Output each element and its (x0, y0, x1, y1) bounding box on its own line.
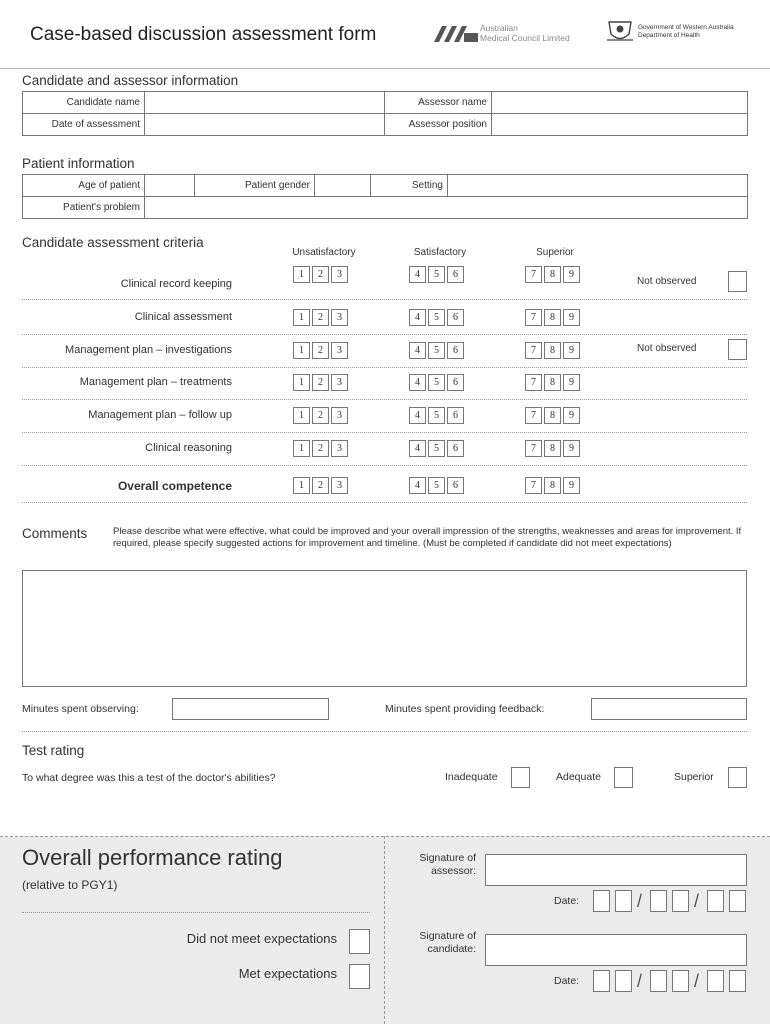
rating-box[interactable]: 6 (447, 374, 464, 391)
rating-box[interactable]: 9 (563, 342, 580, 359)
signature-assessor-label: Signature of assessor: (419, 852, 476, 877)
rating-box[interactable]: 5 (428, 342, 445, 359)
rating-box[interactable]: 3 (331, 342, 348, 359)
adequate-label: Adequate (556, 771, 601, 783)
criteria-label: Clinical assessment (134, 311, 232, 323)
signature-assessor-field[interactable] (485, 854, 747, 886)
overall-panel-divider (384, 836, 385, 1024)
rating-group (293, 407, 350, 424)
header-divider (0, 68, 770, 69)
date-digit-box[interactable] (615, 890, 632, 912)
rating-box[interactable]: 2 (312, 407, 329, 424)
row-divider (22, 299, 747, 300)
rating-box[interactable]: 7 (525, 374, 542, 391)
not-observed-label-2: Not observed (637, 343, 697, 354)
row-divider (22, 502, 747, 503)
rating-group (293, 440, 350, 457)
date-of-assessment-field[interactable] (145, 114, 385, 136)
rating-box[interactable]: 3 (331, 477, 348, 494)
rating-box[interactable]: 1 (293, 407, 310, 424)
met-expectations-label: Met expectations (238, 966, 337, 981)
rating-box[interactable]: 5 (428, 407, 445, 424)
rating-group (409, 477, 466, 494)
not-observed-checkbox-investigations[interactable] (728, 339, 747, 360)
criteria-label: Management plan – follow up (88, 409, 232, 421)
superior-label: Superior (674, 771, 714, 783)
setting-field[interactable] (448, 175, 748, 197)
overall-divider (22, 912, 370, 913)
age-of-patient-field[interactable] (145, 175, 195, 197)
not-observed-checkbox-record-keeping[interactable] (728, 271, 747, 292)
date-digit-box[interactable] (707, 890, 724, 912)
date-digit-box[interactable] (729, 970, 746, 992)
met-expectations-checkbox[interactable] (349, 964, 370, 989)
rating-box[interactable]: 8 (544, 266, 561, 283)
rating-box[interactable]: 5 (428, 440, 445, 457)
rating-box[interactable]: 5 (428, 266, 445, 283)
rating-box[interactable]: 9 (563, 266, 580, 283)
rating-box[interactable]: 1 (293, 440, 310, 457)
rating-box[interactable]: 3 (331, 407, 348, 424)
rating-group (525, 407, 582, 424)
rating-box[interactable]: 2 (312, 440, 329, 457)
rating-box[interactable]: 8 (544, 374, 561, 391)
rating-box[interactable]: 6 (447, 477, 464, 494)
rating-box[interactable]: 5 (428, 374, 445, 391)
satisfactory-header: Satisfactory (413, 247, 467, 258)
date-digit-box[interactable] (707, 970, 724, 992)
rating-group (409, 374, 466, 391)
rating-box[interactable]: 7 (525, 477, 542, 494)
rating-box[interactable]: 7 (525, 266, 542, 283)
rating-box[interactable]: 4 (409, 407, 426, 424)
adequate-checkbox[interactable] (614, 767, 633, 788)
rating-box[interactable]: 1 (293, 342, 310, 359)
rating-group (293, 374, 350, 391)
rating-box[interactable]: 2 (312, 477, 329, 494)
criteria-label: Clinical record keeping (120, 278, 232, 290)
rating-box[interactable]: 6 (447, 266, 464, 283)
row-divider (22, 399, 747, 400)
amc-logo-icon (434, 24, 478, 44)
rating-box[interactable]: 9 (563, 309, 580, 326)
rating-group (293, 342, 350, 359)
date-label-assessor: Date: (554, 895, 580, 907)
rating-box[interactable]: 7 (525, 440, 542, 457)
rating-box[interactable]: 1 (293, 374, 310, 391)
patient-problem-field[interactable] (145, 197, 748, 219)
rating-box[interactable]: 8 (544, 477, 561, 494)
rating-box[interactable]: 6 (447, 342, 464, 359)
rating-box[interactable]: 2 (312, 309, 329, 326)
row-divider (22, 432, 747, 433)
date-digit-box[interactable] (650, 890, 667, 912)
patient-section-title: Patient information (22, 156, 135, 171)
rating-box[interactable]: 7 (525, 407, 542, 424)
rating-group (525, 309, 582, 326)
rating-box[interactable]: 7 (525, 342, 542, 359)
overall-title: Overall performance rating (22, 845, 283, 870)
rating-box[interactable]: 9 (563, 440, 580, 457)
criteria-label: Overall competence (117, 479, 232, 493)
date-digit-box[interactable] (615, 970, 632, 992)
amc-name: Australian Medical Council Limited (480, 23, 570, 43)
assessor-position-field[interactable] (492, 114, 748, 136)
date-digit-box[interactable] (672, 890, 689, 912)
criteria-section-title: Candidate assessment criteria (22, 235, 204, 250)
rating-group (525, 266, 582, 283)
rating-box[interactable]: 5 (428, 477, 445, 494)
rating-box[interactable]: 2 (312, 266, 329, 283)
overall-subtitle: (relative to PGY1) (22, 878, 118, 892)
rating-group (525, 374, 582, 391)
rating-box[interactable]: 2 (312, 374, 329, 391)
divider (22, 731, 747, 732)
age-of-patient-label: Age of patient (23, 175, 145, 197)
date-separator: / (694, 891, 700, 911)
unsatisfactory-header: Unsatisfactory (292, 247, 356, 258)
rating-box[interactable]: 8 (544, 342, 561, 359)
row-divider (22, 367, 747, 368)
superior-header: Superior (536, 247, 574, 258)
rating-box[interactable]: 8 (544, 440, 561, 457)
rating-box[interactable]: 4 (409, 309, 426, 326)
signature-candidate-field[interactable] (485, 934, 747, 966)
rating-group (409, 440, 466, 457)
minutes-observing-field[interactable] (172, 698, 329, 720)
rating-box[interactable]: 9 (563, 374, 580, 391)
rating-group (409, 342, 466, 359)
rating-group (293, 477, 350, 494)
form-title: Case-based discussion assessment form (30, 24, 377, 45)
patient-problem-label: Patient's problem (23, 197, 145, 219)
date-separator: / (637, 971, 643, 991)
rating-box[interactable]: 6 (447, 309, 464, 326)
rating-box[interactable]: 4 (409, 477, 426, 494)
rating-box[interactable]: 9 (563, 477, 580, 494)
date-digit-box[interactable] (650, 970, 667, 992)
rating-box[interactable]: 5 (428, 309, 445, 326)
rating-group (293, 266, 350, 283)
rating-group (525, 477, 582, 494)
superior-checkbox[interactable] (728, 767, 747, 788)
did-not-meet-label: Did not meet expectations (186, 931, 337, 946)
row-divider (22, 465, 747, 466)
rating-group (525, 440, 582, 457)
minutes-observing-label: Minutes spent observing: (22, 703, 139, 715)
rating-box[interactable]: 8 (544, 309, 561, 326)
rating-group (525, 342, 582, 359)
rating-box[interactable]: 7 (525, 309, 542, 326)
minutes-feedback-field[interactable] (591, 698, 747, 720)
date-digit-box[interactable] (729, 890, 746, 912)
comments-instructions: Please describe what were effective, what could be improved and your overall impression of the strengths, weaknesses and areas for improvement. If required, please specify suggested actions for improvement and timeline. (Must be completed if candidate did not meet expectations) (113, 526, 742, 549)
test-rating-question: To what degree was this a test of the doctor's abilities? (22, 772, 276, 784)
rating-box[interactable]: 3 (331, 266, 348, 283)
setting-label: Setting (371, 175, 448, 197)
date-digit-box[interactable] (593, 970, 610, 992)
comments-title: Comments (22, 526, 88, 541)
date-label-candidate: Date: (554, 975, 580, 987)
criteria-label: Clinical reasoning (145, 442, 232, 454)
rating-box[interactable]: 1 (293, 266, 310, 283)
wa-government-name: Government of Western Australia Department of Health (638, 24, 734, 39)
rating-box[interactable]: 8 (544, 407, 561, 424)
date-separator: / (637, 891, 643, 911)
did-not-meet-checkbox[interactable] (349, 929, 370, 954)
patient-gender-label: Patient gender (195, 175, 315, 197)
patient-info-table (22, 174, 748, 219)
candidate-name-label: Candidate name (23, 92, 145, 114)
rating-box[interactable]: 3 (331, 440, 348, 457)
comments-textarea[interactable] (22, 570, 747, 687)
rating-box[interactable]: 4 (409, 266, 426, 283)
rating-box[interactable]: 4 (409, 440, 426, 457)
criteria-label: Management plan – investigations (65, 344, 232, 356)
date-digit-box[interactable] (672, 970, 689, 992)
date-of-assessment-label: Date of assessment (23, 114, 145, 136)
rating-box[interactable]: 9 (563, 407, 580, 424)
date-separator: / (694, 971, 700, 991)
assessor-position-label: Assessor position (385, 114, 492, 136)
date-digit-box[interactable] (593, 890, 610, 912)
rating-group (293, 309, 350, 326)
assessor-name-field[interactable] (492, 92, 748, 114)
wa-crest-icon (605, 18, 635, 44)
minutes-feedback-label: Minutes spent providing feedback: (385, 703, 545, 715)
rating-box[interactable]: 1 (293, 309, 310, 326)
rating-group (409, 309, 466, 326)
rating-group (409, 407, 466, 424)
rating-box[interactable]: 1 (293, 477, 310, 494)
patient-gender-field[interactable] (315, 175, 371, 197)
not-observed-label-1: Not observed (637, 276, 697, 287)
inadequate-label: Inadequate (445, 771, 498, 783)
rating-group (409, 266, 466, 283)
rating-box[interactable]: 6 (447, 440, 464, 457)
rating-box[interactable]: 3 (331, 309, 348, 326)
rating-box[interactable]: 4 (409, 342, 426, 359)
inadequate-checkbox[interactable] (511, 767, 530, 788)
candidate-name-field[interactable] (145, 92, 385, 114)
test-rating-title: Test rating (22, 743, 85, 758)
assessor-name-label: Assessor name (385, 92, 492, 114)
candidate-info-table (22, 91, 748, 136)
rating-box[interactable]: 2 (312, 342, 329, 359)
rating-box[interactable]: 6 (447, 407, 464, 424)
rating-box[interactable]: 4 (409, 374, 426, 391)
rating-box[interactable]: 3 (331, 374, 348, 391)
candidate-section-title: Candidate and assessor information (22, 73, 239, 88)
criteria-label: Management plan – treatments (79, 376, 232, 388)
signature-candidate-label: Signature of candidate: (419, 930, 476, 955)
row-divider (22, 334, 747, 335)
